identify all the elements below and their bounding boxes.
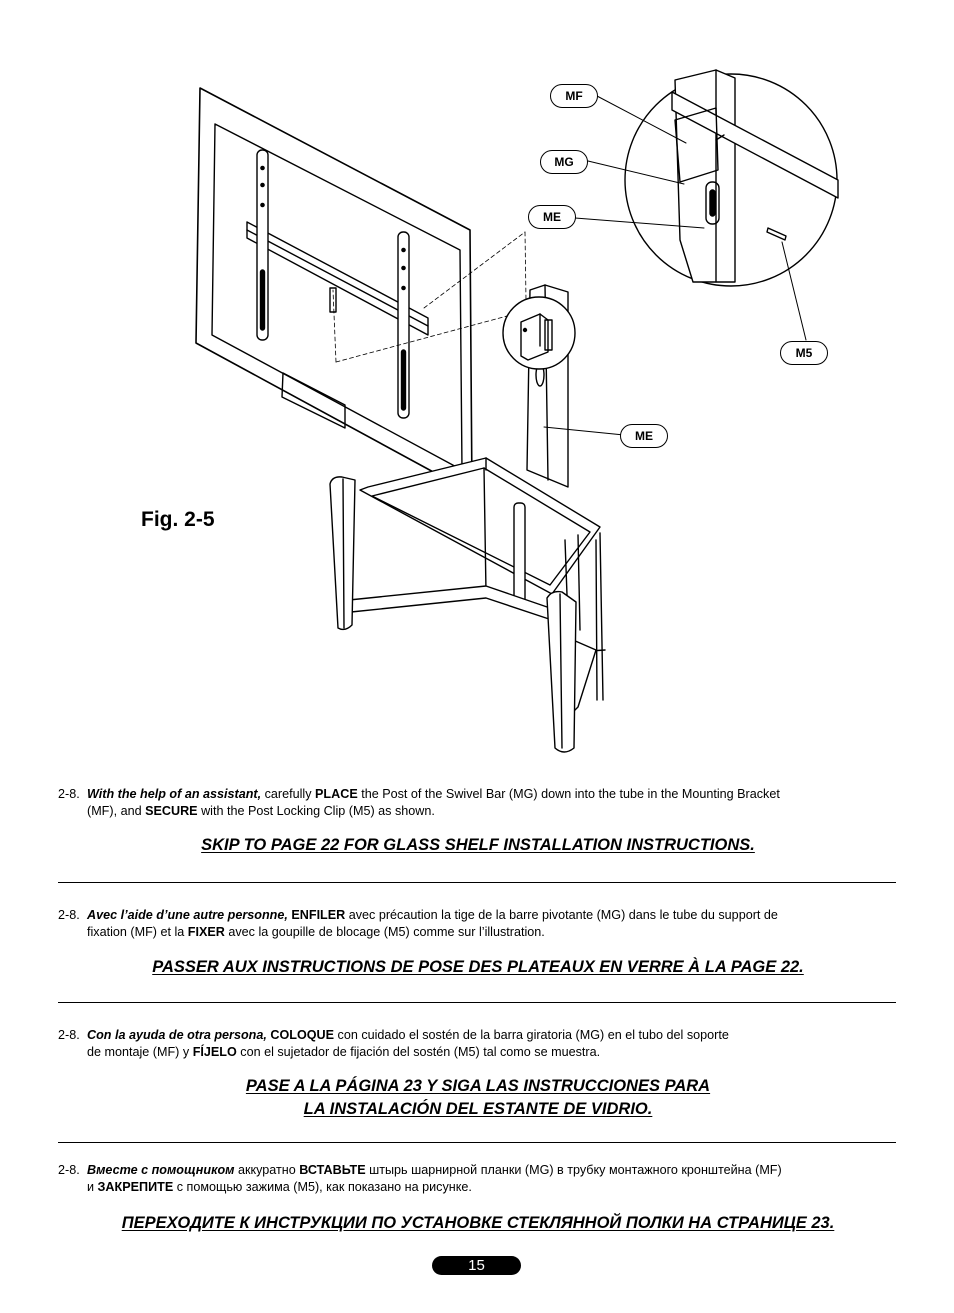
step-text: (MF), and — [87, 804, 146, 818]
instruction-ru — [58, 1162, 898, 1196]
stand-frame-drawing — [330, 458, 605, 752]
step-text: fixation (MF) et la — [87, 925, 188, 939]
step-text: carefully — [261, 787, 316, 801]
step-text: с помощью зажима (M5), как показано на рисунке. — [173, 1180, 472, 1194]
step-text: avec précaution la tige de la barre pivotante (MG) dans le tube du support de — [345, 908, 778, 922]
skip-notice-ru: ПЕРЕХОДИТЕ К ИНСТРУКЦИИ ПО УСТАНОВКЕ СТЕКЛЯННОЙ ПОЛКИ НА СТРАНИЦЕ 23. — [121, 1214, 835, 1232]
step-keyword: FÍJELO — [192, 1045, 237, 1059]
callout-mg: MG — [540, 150, 588, 174]
skip-notice-es-line2: LA INSTALACIÓN DEL ESTANTE DE VIDRIO. — [303, 1100, 653, 1118]
step-keyword: PLACE — [315, 787, 358, 801]
callout-m5: M5 — [780, 341, 828, 365]
callout-me-bottom: ME — [620, 424, 668, 448]
step-text: de montaje (MF) y — [87, 1045, 193, 1059]
detail-circle-small-drawing — [503, 297, 575, 369]
callout-mf: MF — [550, 84, 598, 108]
step-lead: Avec l’aide d’une autre personne, — [87, 908, 288, 922]
step-text: con cuidado el sostén de la barra giratoria (MG) en el tubo del soporte — [334, 1028, 729, 1042]
step-text: the Post of the Swivel Bar (MG) down into the tube in the Mounting Bracket — [357, 787, 780, 801]
figure-label: Fig. 2-5 — [141, 508, 215, 531]
callout-me-top: ME — [528, 205, 576, 229]
instruction-es — [58, 1027, 898, 1061]
step-lead: Вместе с помощником — [87, 1163, 235, 1177]
step-text: con el sujetador de fijación del sostén (M5) tal como se muestra. — [236, 1045, 601, 1059]
step-lead: Con la ayuda de otra persona, — [87, 1028, 267, 1042]
step-number: 2-8. — [58, 787, 80, 801]
mounting-bracket-drawing — [247, 150, 428, 418]
step-keyword: ENFILER — [291, 908, 346, 922]
step-lead: With the help of an assistant, — [87, 787, 262, 801]
page-number: 15 — [432, 1256, 521, 1275]
step-number: 2-8. — [58, 1163, 80, 1177]
step-text: with the Post Locking Clip (M5) as shown. — [197, 804, 435, 818]
instruction-en — [58, 786, 898, 820]
step-text: штырь шарнирной планки (MG) в трубку монтажного кронштейна (MF) — [365, 1163, 782, 1177]
section-divider — [58, 1002, 896, 1003]
step-keyword: ВСТАВЬТЕ — [299, 1163, 366, 1177]
step-text: и — [87, 1180, 98, 1194]
skip-notice-fr: PASSER AUX INSTRUCTIONS DE POSE DES PLATEAUX EN VERRE À LA PAGE 22. — [152, 958, 804, 976]
step-number: 2-8. — [58, 908, 80, 922]
step-keyword: SECURE — [145, 804, 198, 818]
step-keyword: COLOQUE — [270, 1028, 335, 1042]
step-text: аккуратно — [234, 1163, 300, 1177]
section-divider — [58, 1142, 896, 1143]
step-keyword: ЗАКРЕПИТЕ — [97, 1180, 174, 1194]
step-number: 2-8. — [58, 1028, 80, 1042]
step-text: avec la goupille de blocage (M5) comme sur l’illustration. — [224, 925, 545, 939]
section-divider — [58, 882, 896, 883]
step-keyword: FIXER — [187, 925, 225, 939]
skip-notice-es-line1: PASE A LA PÁGINA 23 Y SIGA LAS INSTRUCCIONES PARA — [245, 1077, 711, 1095]
skip-notice-en: SKIP TO PAGE 22 FOR GLASS SHELF INSTALLATION INSTRUCTIONS. — [201, 836, 755, 854]
instruction-fr — [58, 907, 898, 941]
